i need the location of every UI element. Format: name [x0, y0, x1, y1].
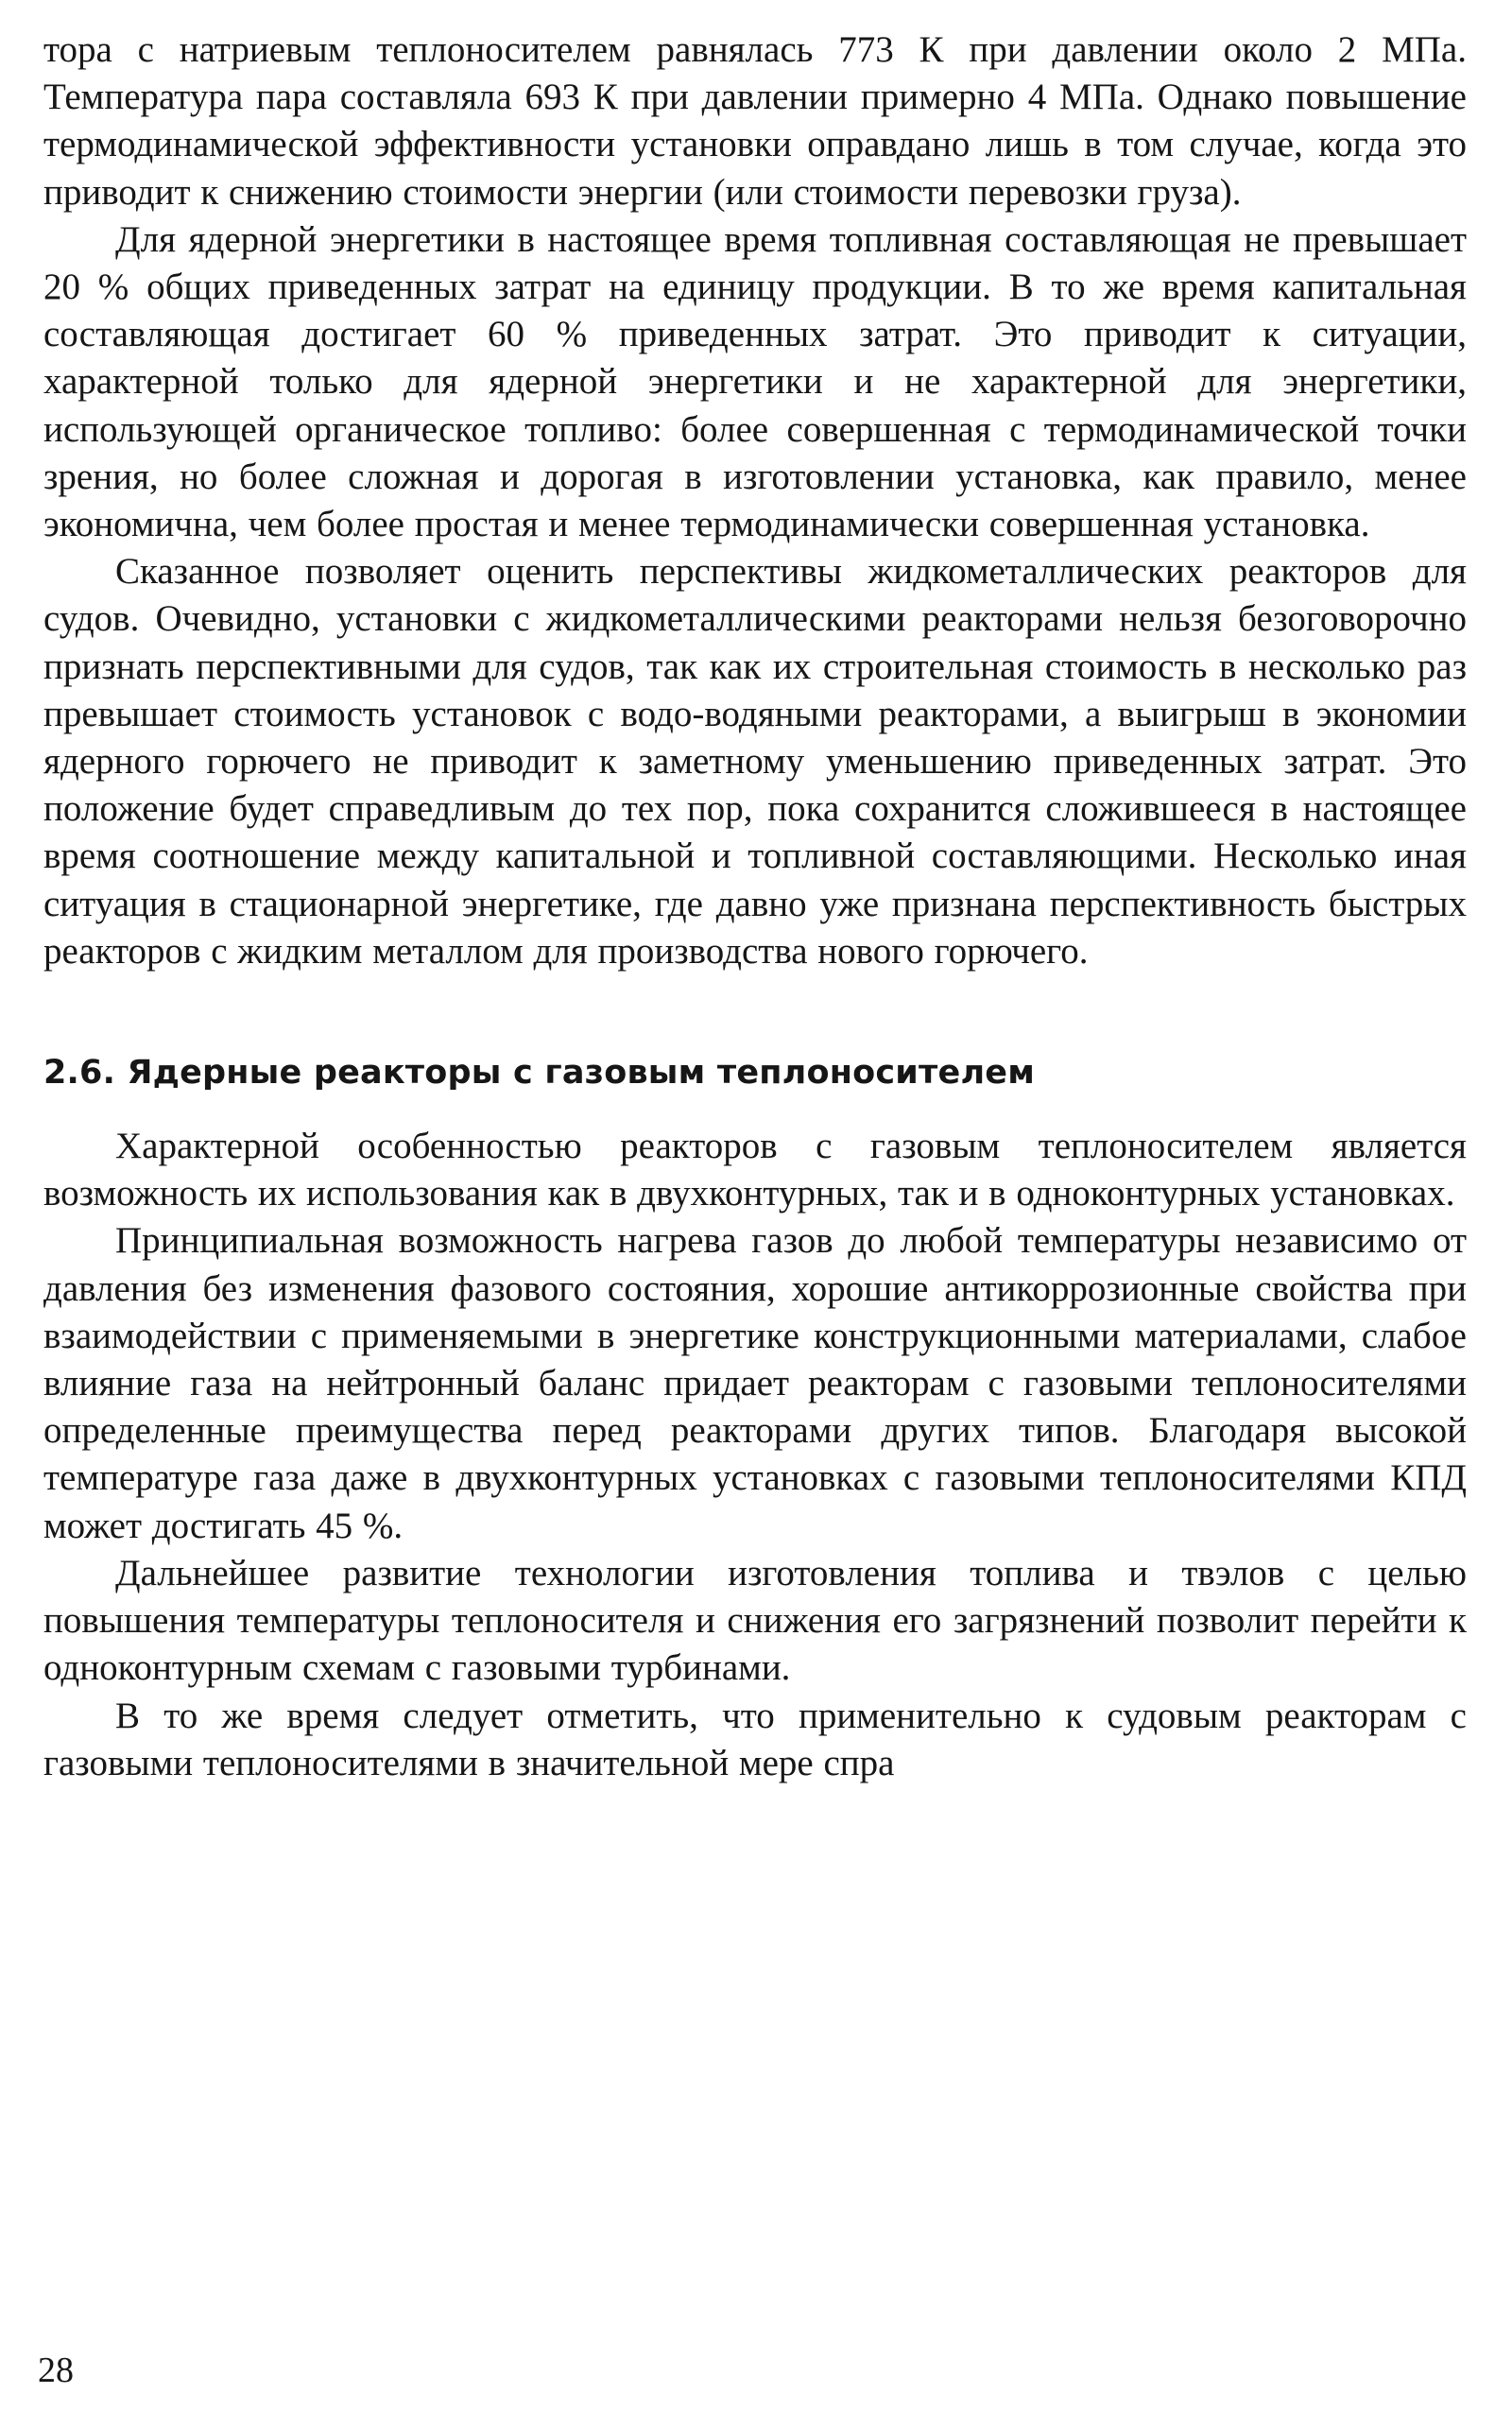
- section-paragraph-2: Принципиальная возможность нагрева газов до любой температуры независимо от давления без изменения фазового состояния, хорошие антикоррозионные свойства при взаимодействии с применяемыми в энергетике конструкционными материалами, слабое влияние газа на нейтронный баланс придает реакторам с газовыми теплоносителями определенные преимущества перед реакторами других типов. Благодаря высокой температуре газа даже в двухконтурных установках с газовыми теплоносителями КПД может достигать 45 %.: [43, 1220, 1467, 1546]
- section-paragraph-3: Дальнейшее развитие технологии изготовления топлива и твэлов с целью повышения температуры теплоносителя и снижения его загрязнений позволит перейти к одноконтурным схемам с газовыми турбинами.: [43, 1552, 1467, 1689]
- section-heading: 2.6. Ядерные реакторы с газовым теплоносителем: [43, 1054, 1036, 1093]
- paragraph-2: Для ядерной энергетики в настоящее время топливная составляющая не превышает 20 % общих приведенных затрат на единицу продукции. В то же время капитальная составляющая достигает 60 % приведенных затрат. Это приводит к ситуации, характерной только для ядерной энергетики и не характерной для энергетики, использующей органическое топливо: более совершенная с термодинамической точки зрения, но более сложная и дорогая в изготовлении установка, как правило, менее экономична, чем более простая и менее термодинамически совершенная установка.: [43, 218, 1467, 545]
- section-paragraph-4: В то же время следует отметить, что применительно к судовым реакторам с газовыми теплоносителями в значительной мере спра: [43, 1695, 1467, 1783]
- page-number: 28: [38, 2351, 74, 2390]
- paragraph-3: Сказанное позволяет оценить перспективы жидкометаллических реакторов для судов. Очевидно, установки с жидкометаллическими реакторами нельзя безоговорочно признать перспективными для судов, так как их строительная стоимость в несколько раз превышает стоимость установок с водо-водяными реакторами, а выигрыш в экономии ядерного горючего не приводит к заметному уменьшению приведенных затрат. Это положение будет справедливым до тех пор, пока сохранится сложившееся в настоящее время соотношение между капитальной и топливной составляющими. Несколько иная ситуация в стационарной энергетике, где давно уже признана перспективность быстрых реакторов с жидким металлом для производства нового горючего.: [43, 551, 1467, 972]
- section-paragraph-1: Характерной особенностью реакторов с газовым теплоносителем является возможность их использования как в двухконтурных, так и в одноконтурных установках.: [43, 1126, 1467, 1214]
- paragraph-1: тора с натриевым теплоносителем равнялась 773 К при давлении около 2 МПа. Температура пара составляла 693 К при давлении примерно 4 МПа. Однако повышение термодинамической эффективности установки оправдано лишь в том случае, когда это приводит к снижению стоимости энергии (или стоимости перевозки груза).: [43, 29, 1467, 213]
- page-body: [43, 26, 1467, 1787]
